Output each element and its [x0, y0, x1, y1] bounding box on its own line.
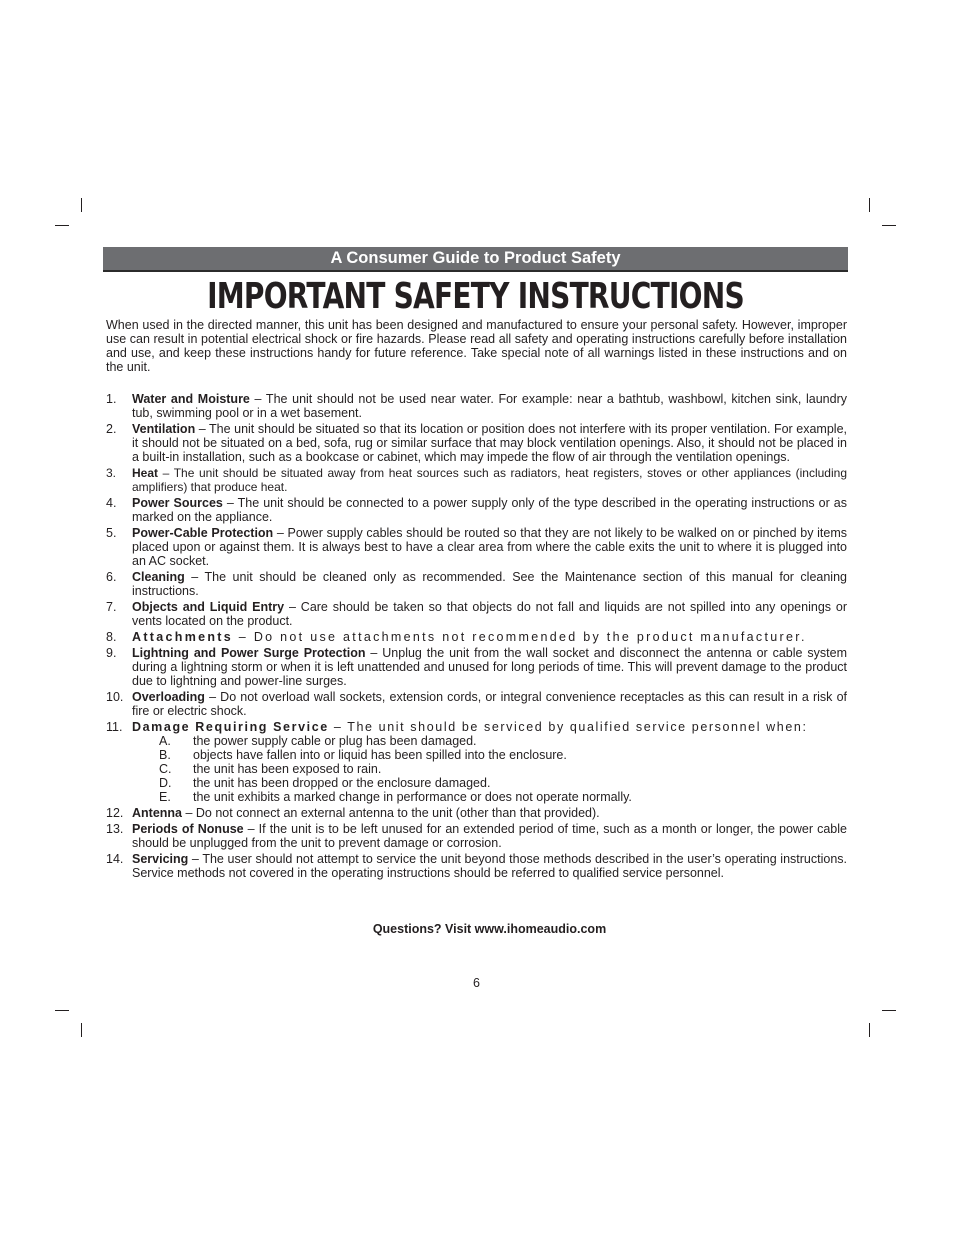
item-heading: Damage Requiring Service: [132, 720, 329, 734]
item-heading: Overloading: [132, 690, 205, 704]
item-text: – The unit should be serviced by qualified service personnel when:: [328, 720, 808, 734]
list-item: [106, 496, 847, 524]
item-text: – Do not overload wall sockets, extension cords, or integral convenience receptacles as this can result in a risk of fire or electric shock.: [132, 690, 847, 718]
sub-list-item: [132, 734, 847, 748]
item-text: – Do not use attachments not recommended by the product manufacturer.: [233, 630, 807, 644]
item-text: – The unit should not be used near water. For example: near a bathtub, washbowl, kitchen sink, laundry tub, swimming pool or in a wet basement.: [132, 392, 847, 420]
item-heading: Cleaning: [132, 570, 185, 584]
section-banner: A Consumer Guide to Product Safety: [103, 247, 848, 272]
sub-item-text: objects have fallen into or liquid has been spilled into the enclosure.: [193, 748, 567, 762]
sub-item-letter: B.: [159, 748, 171, 762]
safety-instructions-list: [106, 392, 847, 882]
crop-mark-bottom-left-horizontal: [55, 1010, 69, 1011]
item-heading: Attachments: [132, 630, 234, 644]
item-number: 8.: [106, 630, 117, 644]
item-heading: Power-Cable Protection: [132, 526, 274, 540]
crop-mark-top-left-horizontal: [55, 225, 69, 226]
sub-list-item: [132, 776, 847, 790]
item-number: 13.: [106, 822, 124, 836]
crop-mark-top-left-vertical: [81, 198, 82, 212]
sub-list-item: [132, 748, 847, 762]
item-number: 2.: [106, 422, 117, 436]
item-heading: Ventilation: [132, 422, 196, 436]
sub-list-item: [132, 762, 847, 776]
item-number: 1.: [106, 392, 117, 406]
item-text: – Power supply cables should be routed so that they are not likely to be walked on or pinched by items placed upon or against them. It is always best to have a clear area from where the cable exits the unit to where it is plugged into an AC socket.: [132, 526, 848, 568]
list-item: [106, 570, 847, 598]
sub-item-text: the power supply cable or plug has been damaged.: [193, 734, 477, 748]
crop-mark-bottom-left-vertical: [81, 1023, 82, 1037]
list-item: [106, 806, 847, 820]
sub-item-text: the unit has been dropped or the enclosure damaged.: [193, 776, 491, 790]
list-item: [106, 690, 847, 718]
list-item: [106, 720, 847, 804]
crop-mark-top-right-vertical: [869, 198, 870, 212]
item-number: 10.: [106, 690, 124, 704]
item-number: 9.: [106, 646, 117, 660]
item-text: – Do not connect an external antenna to the unit (other than that provided).: [182, 806, 600, 820]
list-item: [106, 600, 847, 628]
website-footer: Questions? Visit www.ihomeaudio.com: [372, 922, 607, 936]
item-text: – The unit should be connected to a power supply only of the type described in the operating instructions or as marked on the appliance.: [132, 496, 847, 524]
crop-mark-top-right-horizontal: [882, 225, 896, 226]
item-number: 5.: [106, 526, 117, 540]
list-item: [106, 646, 847, 688]
item-number: 7.: [106, 600, 117, 614]
item-heading: Objects and Liquid Entry: [132, 600, 285, 614]
list-item: [106, 422, 847, 464]
list-item: [106, 526, 847, 568]
item-number: 3.: [106, 466, 117, 480]
crop-mark-bottom-right-vertical: [869, 1023, 870, 1037]
list-item: [106, 466, 847, 494]
item-text: – The unit should be cleaned only as recommended. See the Maintenance section of this manual for cleaning instructions.: [132, 570, 847, 598]
item-heading: Power Sources: [132, 496, 223, 510]
list-item: [106, 630, 847, 644]
item-number: 12.: [106, 806, 124, 820]
list-item: [106, 392, 847, 420]
sub-list-item: [132, 790, 847, 804]
sub-item-letter: E.: [159, 790, 171, 804]
damage-conditions-list: [132, 734, 847, 804]
page-title: IMPORTANT SAFETY INSTRUCTIONS: [207, 276, 744, 317]
intro-paragraph: When used in the directed manner, this unit has been designed and manufactured to ensure your personal safety. However, improper use can result in potential electrical shock or fire hazards. Please read all safety and operating instructions carefully before installation and use, and keep these instructions handy for future reference. Take special note of all warnings listed in these instructions and on the unit.: [106, 318, 847, 374]
list-item: [106, 822, 847, 850]
item-number: 11.: [106, 720, 123, 734]
sub-item-text: the unit has been exposed to rain.: [193, 762, 382, 776]
item-heading: Heat: [132, 466, 159, 480]
list-item: [106, 852, 847, 880]
sub-item-letter: C.: [159, 762, 172, 776]
sub-item-text: the unit exhibits a marked change in performance or does not operate normally.: [193, 790, 632, 804]
item-text: – The unit should be situated away from heat sources such as radiators, heat registers, stoves or other appliances (including amplifiers) that produce heat.: [132, 466, 847, 494]
item-number: 14.: [106, 852, 124, 866]
item-heading: Lightning and Power Surge Protection: [132, 646, 366, 660]
item-text: – Unplug the unit from the wall socket and disconnect the antenna or cable system during a lightning storm or when it is left unattended and unused for long periods of time. This will prevent damage to the product due to lightning and power-line surges.: [132, 646, 847, 688]
item-text: – The unit should be situated so that its location or position does not interfere with its proper ventilation. For example, it should not be situated on a bed, sofa, rug or similar surface that may block ventilation openings. Also, it should not be placed in a built-in installation, such as a bookcase or cabinet, which may impede the flow of air through the ventilation openings.: [132, 422, 847, 464]
item-text: – If the unit is to be left unused for an extended period of time, such as a month or longer, the power cable should be unplugged from the unit to prevent damage or corrosion.: [132, 822, 847, 850]
sub-item-letter: A.: [159, 734, 171, 748]
crop-mark-bottom-right-horizontal: [882, 1010, 896, 1011]
item-heading: Water and Moisture: [132, 392, 250, 406]
sub-item-letter: D.: [159, 776, 172, 790]
page-number: 6: [473, 976, 480, 990]
item-text: – The user should not attempt to service the unit beyond those methods described in the user’s operating instructions. Service methods not covered in the operating instructions should be referred to qualified service personnel.: [132, 852, 847, 880]
item-number: 4.: [106, 496, 117, 510]
item-heading: Periods of Nonuse: [132, 822, 244, 836]
item-number: 6.: [106, 570, 117, 584]
item-heading: Servicing: [132, 852, 189, 866]
item-heading: Antenna: [132, 806, 182, 820]
item-text: – Care should be taken so that objects do not fall and liquids are not spilled into any openings or vents located on the product.: [132, 600, 847, 628]
